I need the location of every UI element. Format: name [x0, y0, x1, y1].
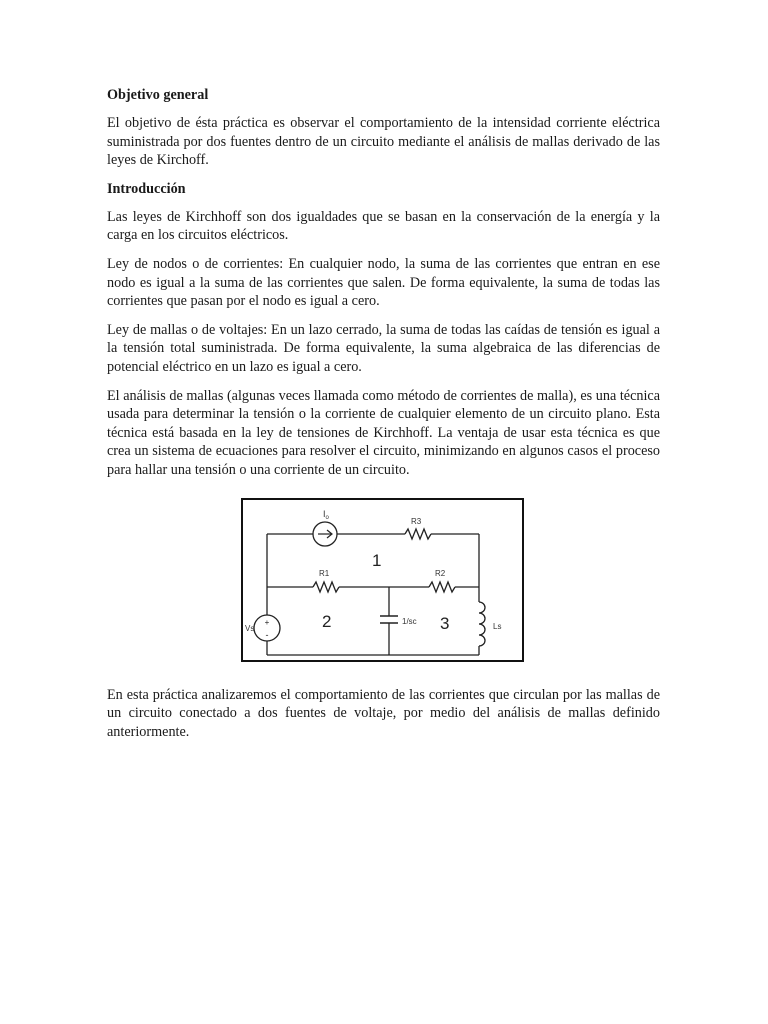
voltage-plus-sign: +: [264, 617, 270, 627]
objetivo-heading: Objetivo general: [107, 87, 209, 103]
circuit-svg: [241, 498, 524, 662]
objetivo-paragraph: El objetivo de ésta práctica es observar el comportamiento de la intensidad corriente eléctrica suministrada por dos fuentes dentro de un circuito mediante el análisis de mallas derivado de las leyes de Kirchoff.: [107, 115, 660, 169]
voltage-source: [254, 615, 280, 641]
intro-paragraph-nodos: Ley de nodos o de corrientes: En cualquier nodo, la suma de las corrientes que entran en ese nodo es igual a la suma de las corrientes que salen. De forma equivalente, la suma de todas las corrientes que pasan por el nodo es igual a cero.: [107, 255, 660, 310]
inductor-label: Ls: [493, 621, 502, 631]
r1-label: R1: [319, 568, 330, 578]
figure-border: [242, 499, 523, 661]
vs-label: Vs: [245, 623, 255, 633]
mesh-3-label: 3: [440, 613, 450, 633]
current-source: [313, 522, 337, 546]
mesh-1-label: 1: [372, 550, 382, 570]
intro-paragraph-analisis: El análisis de mallas (algunas veces llamada como método de corrientes de malla), es una técnica usada para determinar la tensión o la corriente de cualquier elemento de un circuito plano. Esta técnica está basada en la ley de tensiones de Kirchhoff. La ventaja de usar esta técnica es que crea un sistema de ecuaciones para resolver el circuito, minimizando en algunos casos el proceso para hallar una tensión o una corriente de un circuito.: [107, 387, 660, 478]
current-source-label: $I_o$: [323, 508, 329, 521]
circuit-diagram: [241, 498, 524, 662]
document-body: [107, 86, 660, 751]
r3-label: R3: [411, 516, 422, 526]
capacitor-label: 1/sc: [402, 616, 417, 626]
mesh-2-label: 2: [322, 611, 332, 631]
intro-paragraph-kirchhoff: Las leyes de Kirchhoff son dos igualdades que se basan en la conservación de la energía y la carga en los circuitos eléctricos.: [107, 208, 660, 244]
voltage-minus-sign: -: [265, 629, 269, 640]
r2-label: R2: [435, 568, 446, 578]
closing-paragraph: En esta práctica analizaremos el comportamiento de las corrientes que circulan por las mallas de un circuito conectado a dos fuentes de voltaje, por medio del análisis de mallas definido anteriormente.: [107, 686, 660, 740]
intro-paragraph-mallas: Ley de mallas o de voltajes: En un lazo cerrado, la suma de todas las caídas de tensión es igual a la tensión total suministrada. De forma equivalente, la suma algebraica de las diferencias de potencial eléctrico en un lazo es igual a cero.: [107, 321, 660, 375]
introduccion-heading: Introducción: [107, 180, 186, 197]
